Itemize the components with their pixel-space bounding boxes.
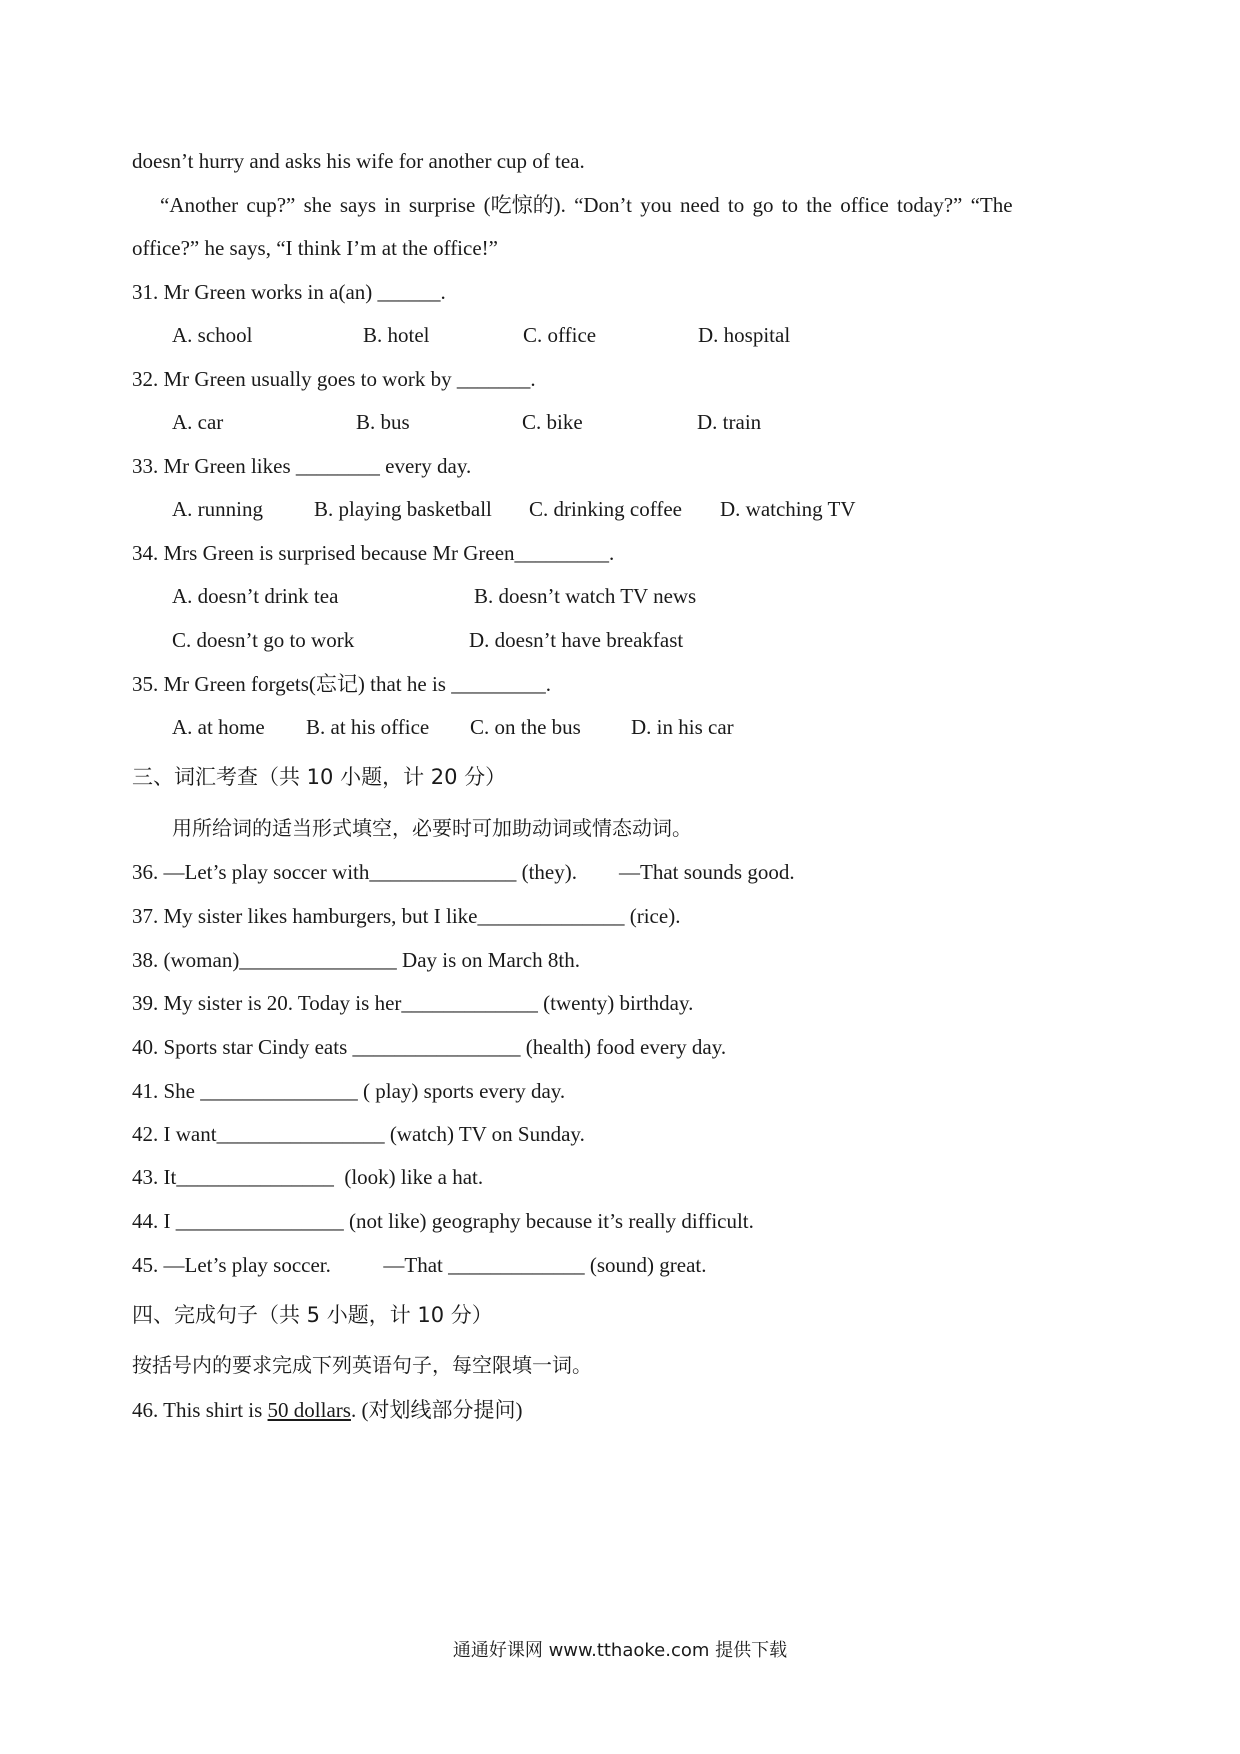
vocab-item-36: 36. —Let’s play soccer with______________ (they). —That sounds good.	[132, 860, 795, 884]
vocab-item-39: 39. My sister is 20. Today is her_____________ (twenty) birthday.	[132, 991, 694, 1015]
vocab-item-42: 42. I want________________ (watch) TV on Sunday.	[132, 1122, 585, 1146]
question-33-option-b: B. playing basketball	[314, 497, 492, 521]
question-35-option-c: C. on the bus	[470, 715, 581, 739]
vocab-item-38: 38. (woman)_______________ Day is on March 8th.	[132, 948, 580, 972]
question-31-option-b: B. hotel	[363, 323, 430, 347]
question-34-option-a: A. doesn’t drink tea	[172, 584, 339, 608]
question-31-option-a: A. school	[172, 323, 253, 347]
question-35-option-d: D. in his car	[631, 715, 734, 739]
question-31-option-d: D. hospital	[698, 323, 791, 347]
question-32-option-d: D. train	[697, 410, 762, 434]
question-33-stem: 33. Mr Green likes ________ every day.	[132, 454, 472, 478]
vocab-item-45: 45. —Let’s play soccer. —That _____________ (sound) great.	[132, 1253, 707, 1277]
passage-line-1: doesn’t hurry and asks his wife for another cup of tea.	[132, 149, 585, 173]
section-4-heading: 四、完成句子（共 5 小题，计 10 分）	[132, 1303, 493, 1327]
question-31-stem: 31. Mr Green works in a(an) ______.	[132, 280, 446, 304]
vocab-item-43: 43. It_______________ (look) like a hat.	[132, 1165, 484, 1189]
section-4-instruction: 按括号内的要求完成下列英语句子，每空限填一词。	[132, 1353, 592, 1377]
passage-line-3: office?” he says, “I think I’m at the office!”	[132, 236, 498, 260]
section-3-heading: 三、词汇考查（共 10 小题，计 20 分）	[132, 765, 507, 789]
question-33-option-d: D. watching TV	[720, 497, 856, 521]
question-33-option-c: C. drinking coffee	[529, 497, 682, 521]
question-35-option-b: B. at his office	[306, 715, 430, 739]
page-footer: 通通好课网 www.tthaoke.com 提供下载	[452, 1640, 788, 1661]
question-32-option-a: A. car	[172, 410, 224, 434]
question-34-option-c: C. doesn’t go to work	[172, 628, 355, 652]
vocab-item-41: 41. She _______________ ( play) sports every day.	[132, 1079, 566, 1103]
question-46	[132, 1397, 522, 1423]
passage-line-2: “Another cup?” she says in surprise (吃惊的). “Don’t you need to go to the office today?” “The	[160, 193, 1013, 217]
question-32-stem: 32. Mr Green usually goes to work by _______.	[132, 367, 536, 391]
question-35-stem: 35. Mr Green forgets(忘记) that he is _________.	[132, 672, 551, 696]
question-34-option-b: B. doesn’t watch TV news	[474, 584, 697, 608]
question-32-option-b: B. bus	[356, 410, 410, 434]
vocab-item-40: 40. Sports star Cindy eats ________________ (health) food every day.	[132, 1035, 727, 1059]
question-46-suffix: . (对划线部分提问)	[350, 1398, 523, 1422]
section-3-instruction: 用所给词的适当形式填空，必要时可加助动词或情态动词。	[172, 816, 692, 840]
question-46-underlined: 50 dollars	[267, 1398, 351, 1422]
vocab-item-37: 37. My sister likes hamburgers, but I like______________ (rice).	[132, 904, 681, 928]
question-35-option-a: A. at home	[172, 715, 265, 739]
question-33-option-a: A. running	[172, 497, 263, 521]
vocab-item-44: 44. I ________________ (not like) geography because it’s really difficult.	[132, 1209, 754, 1233]
question-34-option-d: D. doesn’t have breakfast	[469, 628, 684, 652]
question-34-stem: 34. Mrs Green is surprised because Mr Green_________.	[132, 541, 615, 565]
question-31-option-c: C. office	[523, 323, 597, 347]
question-32-option-c: C. bike	[522, 410, 583, 434]
question-46-prefix: 46. This shirt is	[132, 1398, 268, 1422]
